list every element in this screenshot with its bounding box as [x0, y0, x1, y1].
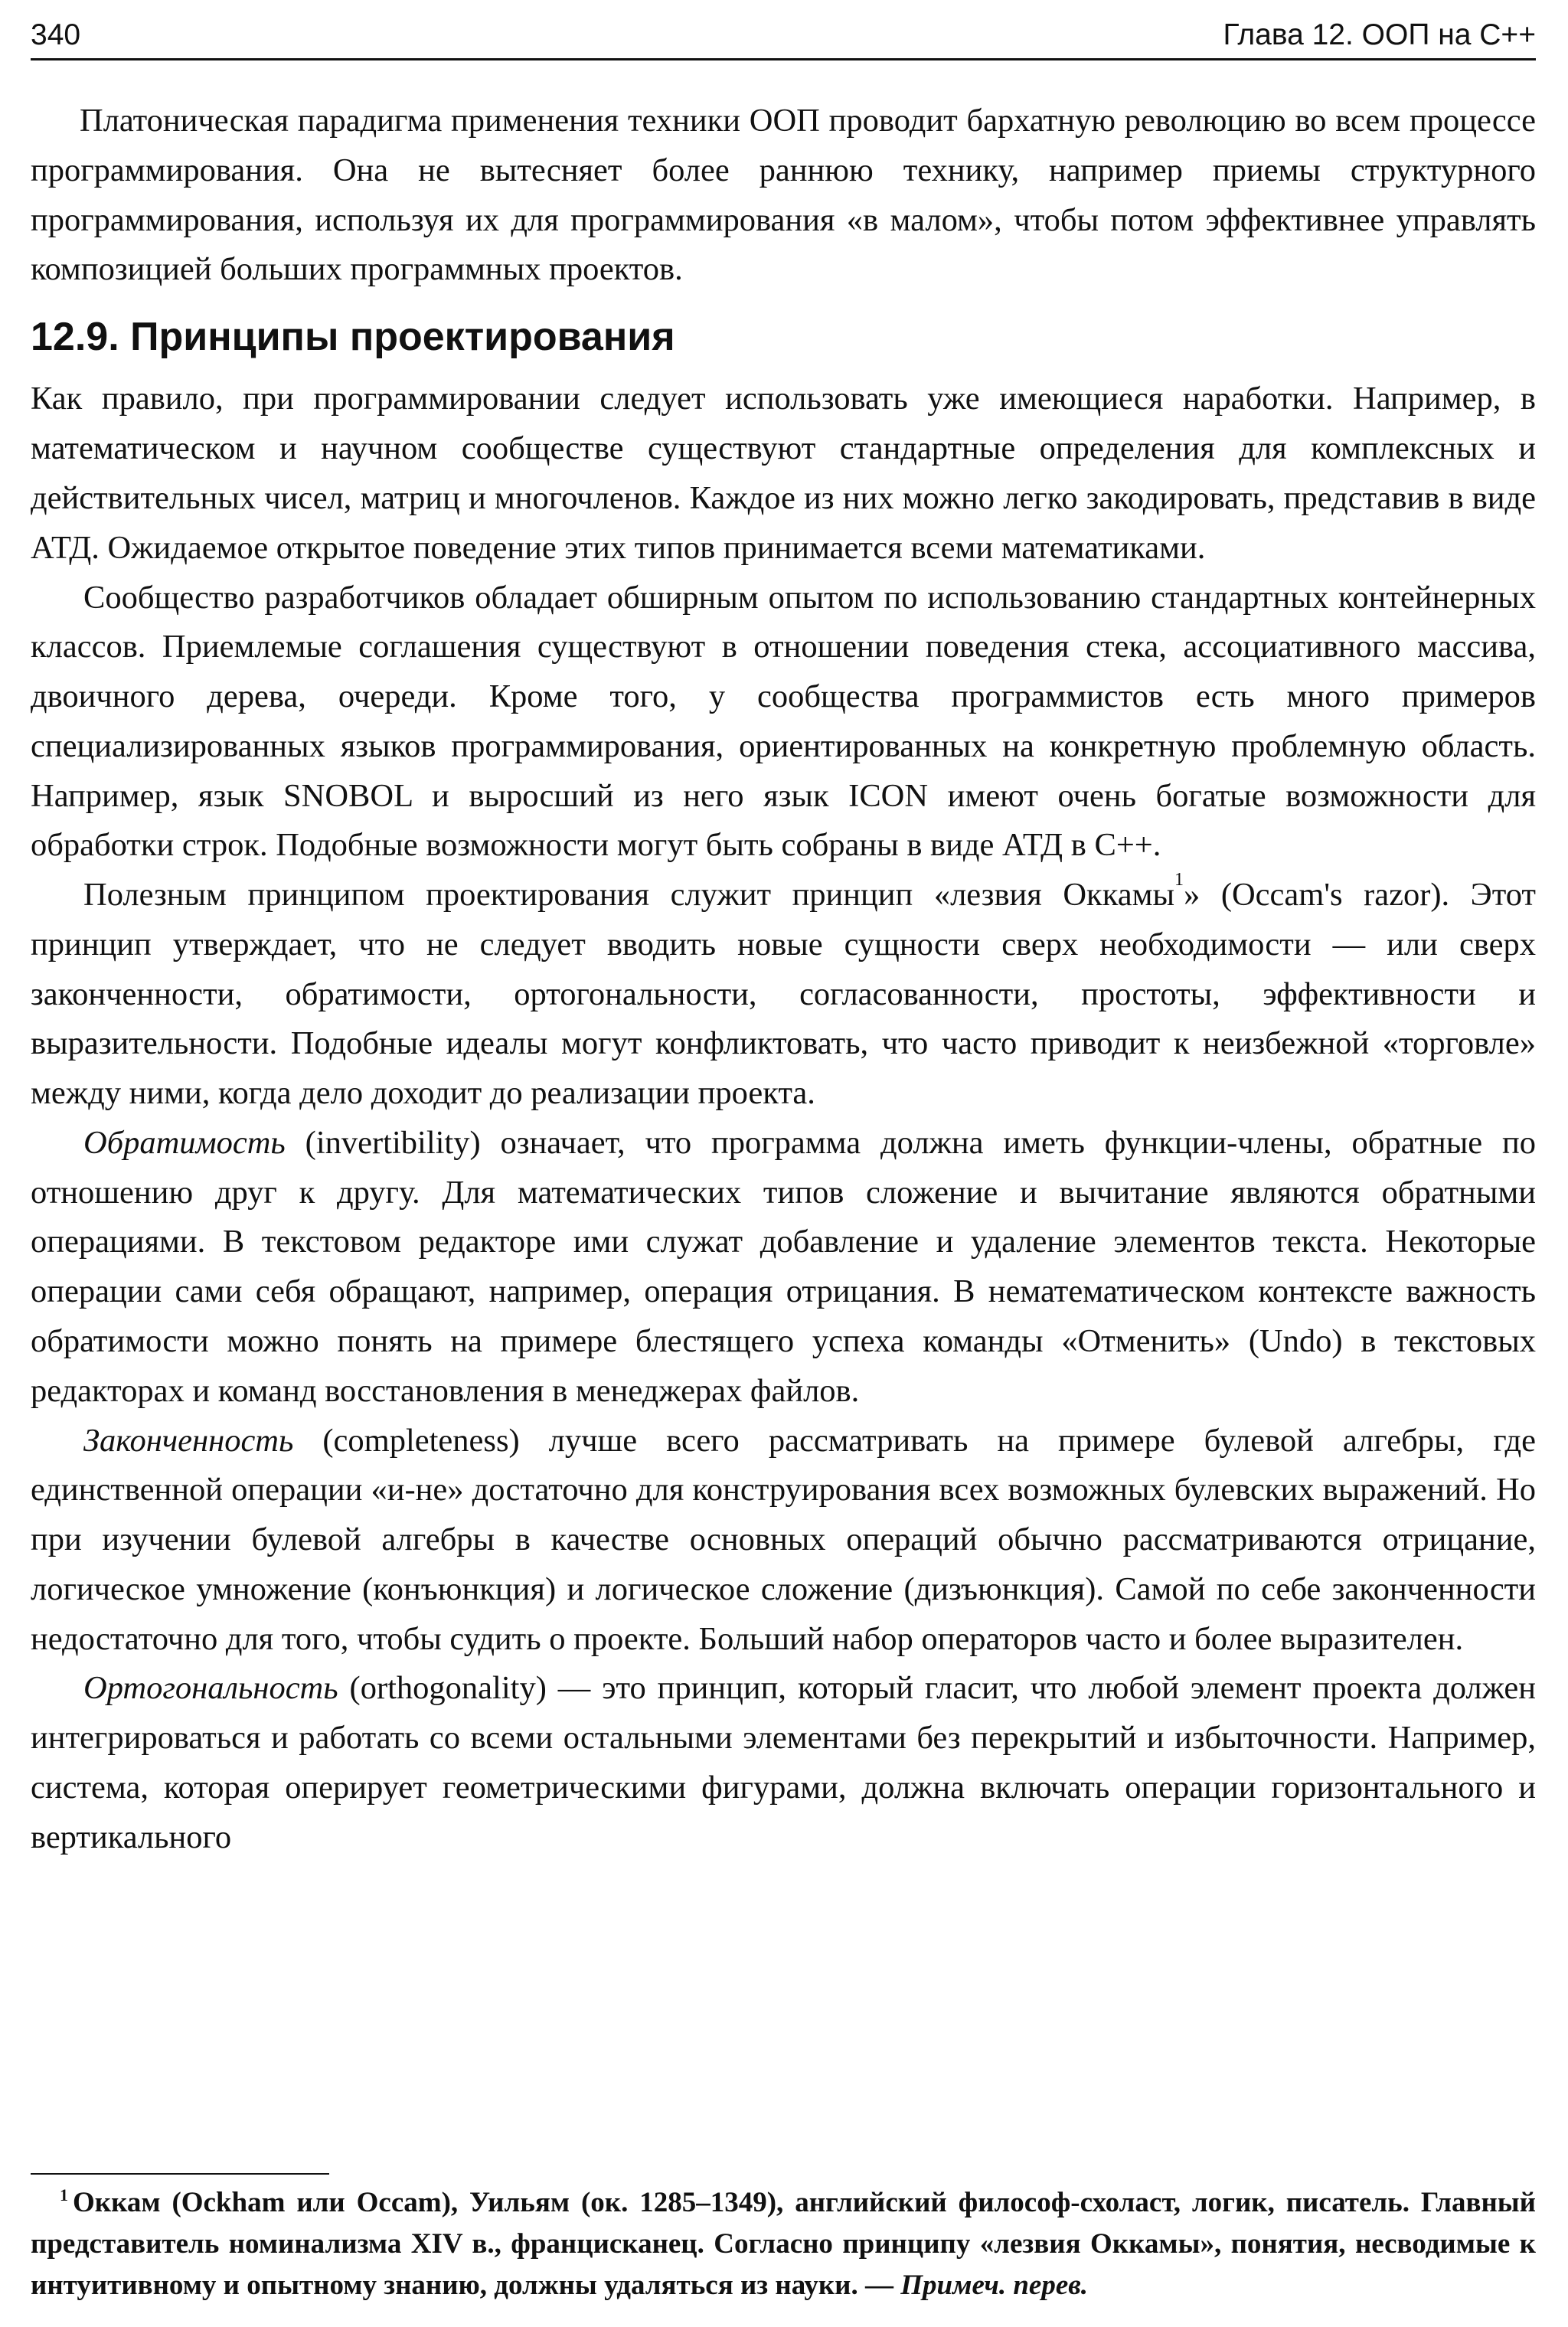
page-body [31, 96, 1536, 1862]
paragraph-3 [31, 871, 1536, 1119]
paragraph-2: Сообщество разработчиков обладает обширным опытом по использованию стандартных контейнерных классов. Приемлемые соглашения существуют в отношении поведения стека, ассоциативного массива, двоичного дерева, очереди. Кроме того, у сообщества программистов есть много примеров специализированных языков программирования, ориентированных на конкретную проблемную область. Например, язык SNOBOL и выросший из него язык ICON имеют очень богатые возможности для обработки строк. Подобные возможности могут быть собраны в виде АТД в С++. [31, 579, 1536, 864]
paragraph-orthogonality-text: (orthogonality) — это принцип, который гласит, что любой элемент проекта должен интегрироваться и работать со всеми остальными элементами без перекрытий и избыточности. Например, система, которая оперирует геометрическими фигурами, должна включать операции горизонтального и вертикального [31, 1670, 1536, 1855]
paragraph-invertibility-text: (invertibility) означает, что программа должна иметь функции-члены, обратные по отношению друг к другу. Для математических типов сложение и вычитание являются обратными операциями. В текстовом редакторе ими служат добавление и удаление элементов текста. Некоторые операции сами себя обращают, например, операция отрицания. В нематематическом контексте важность обратимости можно понять на примере блестящего успеха команды «Отменить» (Undo) в текстовых редакторах и команд восстановления в менеджерах файлов. [31, 1124, 1536, 1409]
paragraph-3-start: Полезным принципом проектирования служит принцип «лезвия Оккамы [83, 877, 1175, 913]
chapter-title: Глава 12. ООП на С++ [1223, 18, 1536, 51]
paragraph-completeness-text: (completeness) лучше всего рассматривать на примере булевой алгебры, где единственной операции «и-не» достаточно для конструирования всех возможных булевских выражений. Но при изучении булевой алгебры в качестве основных операций обычно рассматриваются отрицание, логическое умножение (конъюнкция) и логическое сложение (дизъюнкция). Самой по себе законченности недостаточно для того, чтобы судить о проекте. Больший набор операторов часто и более выразителен. [31, 1422, 1536, 1657]
translator-note: Примеч. перев. [900, 2270, 1089, 2302]
footnote-divider [31, 2173, 329, 2175]
term-invertibility: Обратимость [83, 1124, 286, 1161]
running-header [31, 14, 1536, 60]
footnote-marker: 1 [60, 2185, 68, 2204]
footnote-reference: 1 [1174, 870, 1184, 891]
paragraph-3-rest: » (Occam's razor). Этот принцип утверждает, что не следует вводить новые сущности сверх необходимости — или сверх законченности, обратимости, ортогональности, согласованности, простоты, эффективности и выразительности. Подобные идеалы могут конфликтовать, что часто приводит к неизбежной «торговле» между ними, когда дело доходит до реализации проекта. [31, 877, 1536, 1112]
page-number: 340 [31, 18, 81, 51]
section-heading: 12.9. Принципы проектирования [31, 315, 675, 360]
paragraph-orthogonality [31, 1664, 1536, 1862]
paragraph-completeness [31, 1417, 1536, 1665]
paragraph-invertibility [31, 1119, 1536, 1417]
footnote-text: Оккам (Ockham или Occam), Уильям (ок. 1285–1349), английский философ-схоласт, логик, писатель. Главный представитель номинализма XIV в., францисканец. Согласно принципу «лезвия Оккамы», понятия, несводимые к интуитивному и опытному знанию, должны удаляться из науки. — [31, 2187, 1536, 2302]
paragraph-1: Как правило, при программировании следует использовать уже имеющиеся наработки. Например, в математическом и научном сообществе существуют стандартные определения для комплексных и действительных чисел, матриц и многочленов. Каждое из них можно легко закодировать, представив в виде АТД. Ожидаемое открытое поведение этих типов принимается всеми математиками. [31, 381, 1536, 566]
footnote [31, 2182, 1536, 2306]
term-orthogonality: Ортогональность [83, 1670, 338, 1707]
term-completeness: Законченность [83, 1422, 294, 1459]
intro-paragraph: Платоническая парадигма применения техники ООП проводит бархатную революцию во всем процессе программирования. Она не вытесняет более раннюю технику, например приемы структурного программирования, используя их для программирования «в малом», чтобы потом эффективнее управлять композицией больших программных проектов. [31, 103, 1536, 288]
